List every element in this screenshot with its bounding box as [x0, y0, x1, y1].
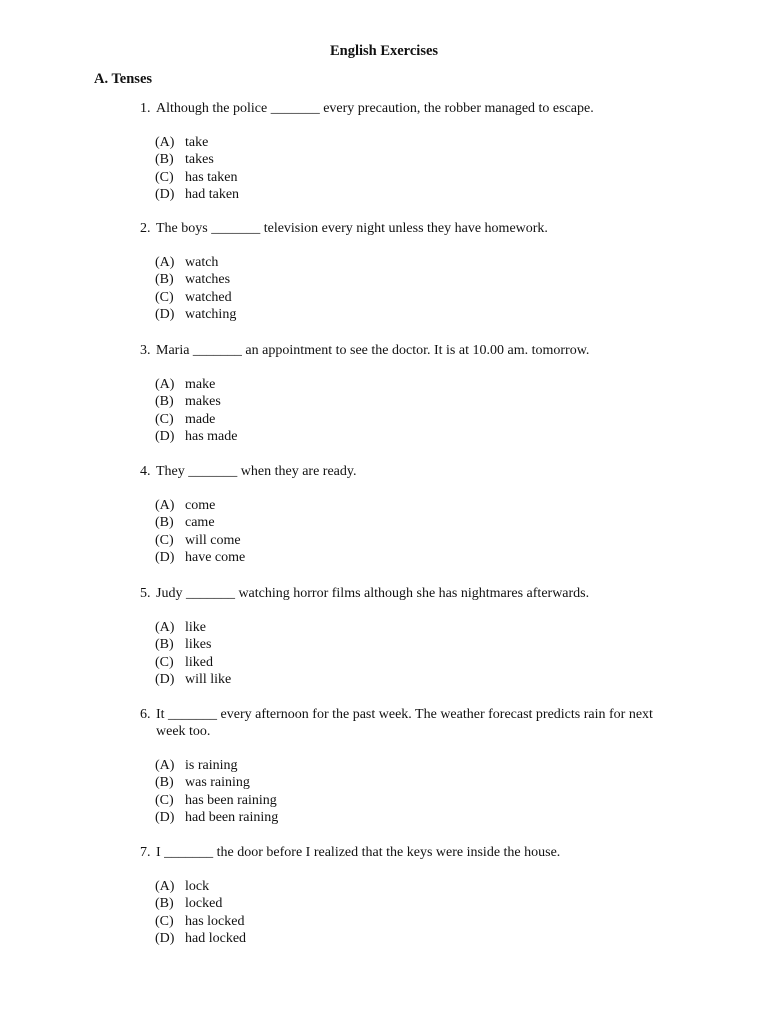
- question-4: [140, 463, 660, 566]
- answer-option-d: [155, 306, 660, 323]
- option-letter: (C): [155, 913, 174, 929]
- option-letter: (D): [155, 809, 175, 825]
- option-text: take: [185, 135, 209, 150]
- question-7: [140, 844, 660, 947]
- option-letter: (A): [155, 255, 175, 270]
- option-letter: (C): [155, 169, 174, 185]
- question-text: Judy _______ watching horror films although she has nightmares afterwards.: [156, 586, 590, 601]
- option-letter: (B): [155, 515, 174, 531]
- question-text: The boys _______ television every night unless they have homework.: [156, 221, 548, 236]
- option-letter: (C): [155, 532, 174, 548]
- answer-options: [155, 878, 660, 947]
- question-number: 1.: [140, 101, 151, 116]
- question-text: They _______ when they are ready.: [156, 464, 357, 479]
- question-stem: [140, 706, 660, 740]
- option-letter: (A): [155, 620, 175, 635]
- answer-option-a: [155, 254, 660, 271]
- option-letter: (D): [155, 186, 175, 202]
- option-letter: (B): [155, 272, 174, 288]
- option-text: has been raining: [185, 792, 277, 808]
- option-text: makes: [185, 394, 221, 410]
- question-text: Although the police _______ every precaution, the robber managed to escape.: [156, 101, 594, 116]
- option-letter: (B): [155, 152, 174, 168]
- question-text: I _______ the door before I realized that the keys were inside the house.: [156, 845, 561, 860]
- option-letter: (C): [155, 654, 174, 670]
- option-text: had locked: [185, 930, 247, 946]
- question-6: [140, 706, 660, 826]
- answer-option-a: [155, 757, 660, 774]
- answer-option-b: [155, 774, 660, 791]
- answer-option-b: [155, 393, 660, 410]
- question-2: [140, 220, 660, 323]
- option-text: watch: [185, 255, 219, 270]
- question-number: 7.: [140, 845, 151, 860]
- question-stem: [140, 463, 660, 480]
- option-text: come: [185, 498, 216, 513]
- answer-option-b: [155, 636, 660, 653]
- question-1: [140, 100, 660, 203]
- answer-option-b: [155, 895, 660, 912]
- option-text: had been raining: [185, 809, 279, 825]
- question-3: [140, 342, 660, 445]
- document-title: English Exercises: [329, 43, 439, 59]
- answer-option-c: [155, 532, 660, 549]
- question-number: 2.: [140, 221, 151, 236]
- question-number: 4.: [140, 464, 151, 479]
- option-text: have come: [185, 549, 246, 565]
- answer-options: [155, 757, 660, 826]
- option-text: is raining: [185, 758, 238, 773]
- question-stem: [140, 844, 660, 861]
- option-letter: (C): [155, 792, 174, 808]
- answer-option-b: [155, 514, 660, 531]
- answer-option-a: [155, 878, 660, 895]
- option-letter: (B): [155, 896, 174, 912]
- answer-options: [155, 619, 660, 688]
- answer-option-b: [155, 151, 660, 168]
- option-letter: (C): [155, 411, 174, 427]
- question-stem: [140, 220, 660, 237]
- question-number: 5.: [140, 586, 151, 601]
- option-text: was raining: [185, 775, 250, 791]
- question-number: 3.: [140, 343, 151, 358]
- answer-option-d: [155, 930, 660, 947]
- option-letter: (A): [155, 758, 175, 773]
- question-5: [140, 585, 660, 688]
- question-stem: [140, 585, 660, 602]
- answer-option-c: [155, 289, 660, 306]
- answer-option-c: [155, 792, 660, 809]
- question-text: Maria _______ an appointment to see the doctor. It is at 10.00 am. tomorrow.: [156, 343, 590, 358]
- answer-option-d: [155, 549, 660, 566]
- answer-option-c: [155, 411, 660, 428]
- answer-option-a: [155, 134, 660, 151]
- option-letter: (D): [155, 428, 175, 444]
- option-text: came: [185, 515, 215, 531]
- answer-option-c: [155, 913, 660, 930]
- question-stem: [140, 100, 660, 117]
- option-text: locked: [185, 896, 223, 912]
- option-text: like: [185, 620, 206, 635]
- answer-options: [155, 134, 660, 203]
- option-text: lock: [185, 879, 210, 894]
- option-letter: (B): [155, 394, 174, 410]
- answer-option-a: [155, 376, 660, 393]
- answer-options: [155, 254, 660, 323]
- answer-option-d: [155, 186, 660, 203]
- option-letter: (D): [155, 671, 175, 687]
- answer-option-c: [155, 169, 660, 186]
- option-text: watches: [185, 272, 231, 288]
- section-heading: A. Tenses: [94, 71, 153, 87]
- option-text: will come: [185, 532, 241, 548]
- option-letter: (A): [155, 879, 175, 894]
- option-text: had taken: [185, 186, 240, 202]
- option-letter: (A): [155, 377, 175, 392]
- answer-option-d: [155, 671, 660, 688]
- option-letter: (B): [155, 775, 174, 791]
- answer-option-a: [155, 619, 660, 636]
- option-text: will like: [185, 671, 232, 687]
- option-letter: (D): [155, 930, 175, 946]
- option-letter: (B): [155, 637, 174, 653]
- question-stem: [140, 342, 660, 359]
- answer-options: [155, 376, 660, 445]
- question-text: It _______ every afternoon for the past week. The weather forecast predicts rain for next week too.: [156, 707, 653, 739]
- answer-options: [155, 497, 660, 566]
- option-letter: (D): [155, 306, 175, 322]
- option-text: make: [185, 377, 216, 392]
- option-text: liked: [185, 654, 213, 670]
- option-letter: (A): [155, 135, 175, 150]
- option-letter: (D): [155, 549, 175, 565]
- option-text: has made: [185, 428, 238, 444]
- option-text: has taken: [185, 169, 238, 185]
- option-text: takes: [185, 152, 214, 168]
- option-text: likes: [185, 637, 212, 653]
- option-text: watched: [185, 289, 232, 305]
- answer-option-a: [155, 497, 660, 514]
- answer-option-b: [155, 271, 660, 288]
- question-number: 6.: [140, 707, 151, 722]
- option-text: made: [185, 411, 216, 427]
- option-text: has locked: [185, 913, 245, 929]
- option-letter: (C): [155, 289, 174, 305]
- answer-option-d: [155, 428, 660, 445]
- answer-option-c: [155, 654, 660, 671]
- option-text: watching: [185, 306, 237, 322]
- option-letter: (A): [155, 498, 175, 513]
- answer-option-d: [155, 809, 660, 826]
